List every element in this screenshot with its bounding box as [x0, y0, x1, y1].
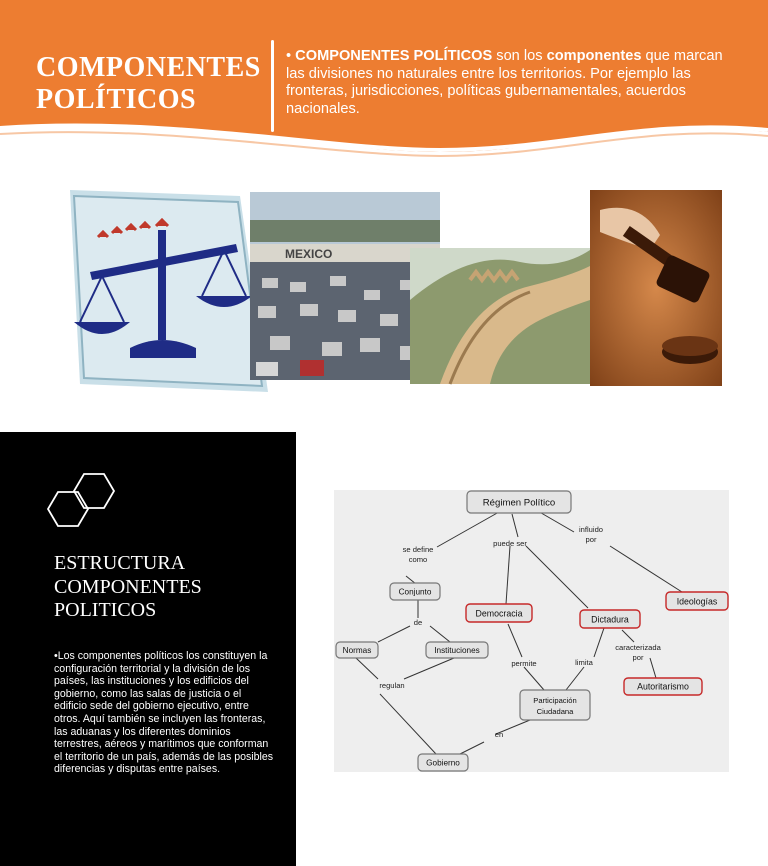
- concept-map: [334, 490, 729, 772]
- desc-strong-1: COMPONENTES POLÍTICOS: [295, 48, 493, 64]
- link-regulan: regulan: [379, 681, 405, 690]
- node-gobierno-label: Gobierno: [426, 758, 460, 768]
- link-permite: permite: [511, 659, 537, 668]
- node-democracia-label: Democracia: [475, 608, 523, 619]
- node-participacion[interactable]: [520, 690, 590, 720]
- link-limita: limita: [575, 658, 593, 667]
- scales-image: [70, 190, 268, 392]
- desc-text-2: que marcan las divisiones no naturales entre los territorios. Por ejemplo las fronteras, jurisdicciones, políticas gubernamentales, acuerdos nacionales.: [286, 48, 723, 117]
- link-se-define-2: como: [408, 555, 428, 564]
- node-ideologias-label: Ideologías: [676, 596, 718, 607]
- structure-title: ESTRUCTURA COMPONENTES POLITICOS: [54, 552, 202, 621]
- mexico-sign: MEXICO: [285, 247, 333, 261]
- link-caracterizada-2: por: [632, 653, 644, 662]
- link-de: de: [413, 618, 423, 627]
- node-autoritarismo-label: Autoritarismo: [637, 681, 689, 692]
- node-autoritarismo[interactable]: [624, 678, 702, 695]
- node-gobierno[interactable]: [418, 754, 468, 771]
- link-en: en: [494, 730, 504, 739]
- link-influido-2: por: [585, 535, 597, 544]
- node-participacion-label-2: Ciudadana: [536, 707, 574, 716]
- structure-body: •Los componentes políticos los constituyen la configuración territorial y la división de los países, las instituciones y los edificios del gobierno, como las salas de justicia o el edificio sede del gobierno ejecutivo, entre otros. Aquí también se incluyen las fronteras, las aduanas y los diferentes dominios terrestres, aéreos y marítimos que conforman el territorio de un país, además de las posibles diferencias y disputas entre países.: [54, 650, 274, 776]
- node-dictadura[interactable]: [580, 610, 640, 628]
- page-title: COMPONENTES POLÍTICOS: [36, 52, 261, 115]
- structure-panel: [0, 432, 296, 866]
- photo-collage: [0, 0, 768, 420]
- gavel-image: [590, 190, 722, 386]
- node-dictadura-label: Dictadura: [591, 614, 629, 625]
- node-normas[interactable]: [336, 642, 378, 658]
- link-influido-1: influido: [578, 525, 604, 534]
- node-regimen-politico[interactable]: [467, 491, 571, 513]
- node-instituciones[interactable]: [426, 642, 488, 658]
- link-caracterizada-1: caracterizada: [615, 643, 661, 652]
- link-puede-ser: puede ser: [493, 539, 527, 548]
- node-regimen-label: Régimen Político: [482, 497, 556, 509]
- node-ideologias[interactable]: [666, 592, 728, 610]
- desc-bullet: •: [286, 48, 292, 64]
- node-instituciones-label: Instituciones: [434, 646, 480, 655]
- node-normas-label: Normas: [342, 646, 372, 655]
- link-se-define-1: se define: [402, 545, 434, 554]
- desc-strong-2: componentes: [546, 48, 642, 64]
- node-democracia[interactable]: [466, 604, 532, 622]
- desc-text-1: son los: [496, 48, 543, 64]
- hexagons-icon: [46, 468, 126, 532]
- node-conjunto-label: Conjunto: [398, 587, 432, 597]
- node-participacion-label-1: Participación: [533, 696, 577, 705]
- node-conjunto[interactable]: [390, 583, 440, 600]
- great-wall-image: [410, 248, 590, 384]
